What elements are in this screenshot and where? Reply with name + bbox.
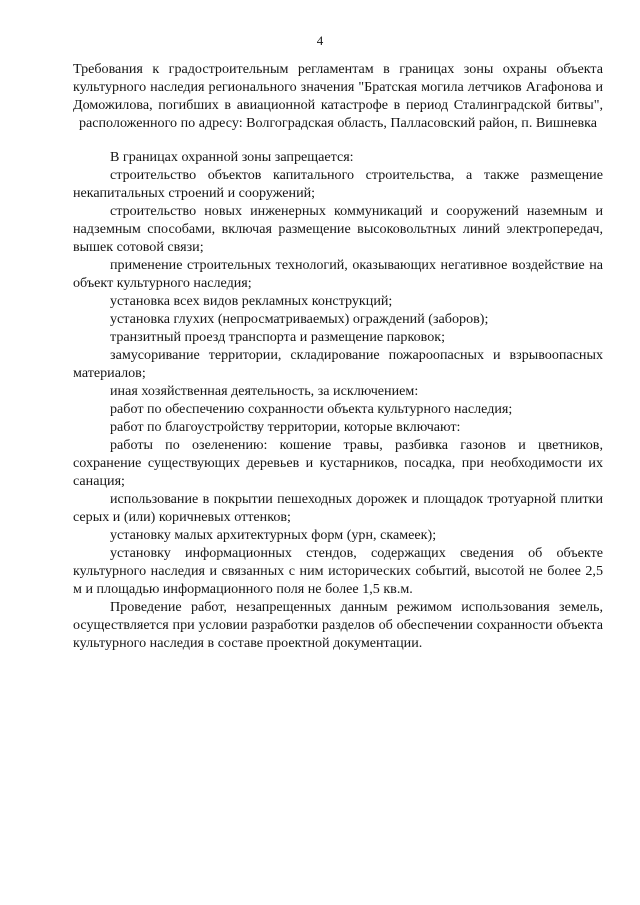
paragraph-item: установка всех видов рекламных конструкций;: [110, 293, 393, 309]
paragraph-item: установка глухих (непросматриваемых) ограждений (заборов);: [110, 311, 489, 327]
paragraph-item: работ по благоустройству территории, которые включают:: [110, 419, 461, 435]
paragraph-item: строительство новых инженерных коммуникаций и сооружений наземным и надземным способами, включая размещение высоковольтных линий электропередач, вышек сотовой связи;: [73, 203, 603, 255]
paragraph-item: использование в покрытии пешеходных дорожек и площадок тротуарной плитки серых и (или) коричневых оттенков;: [73, 491, 603, 525]
page-number: 4: [316, 33, 324, 48]
paragraph-item: работы по озеленению: кошение травы, разбивка газонов и цветников, сохранение существующих деревьев и кустарников, посадка, при необходимости их санация;: [73, 437, 603, 489]
paragraph-item: применение строительных технологий, оказывающих негативное воздействие на объект культурного наследия;: [73, 257, 603, 291]
paragraph-item: установку информационных стендов, содержащих сведения об объекте культурного наследия и связанных с ним исторических событий, высотой не более 2,5 м и площадью информационного поля не более 1,5 кв.м.: [73, 545, 603, 597]
document-heading: Требования к градостроительным регламентам в границах зоны охраны объекта культурного наследия регионального значения "Братская могила летчиков Агафонова и Доможилова, погибших в авиационной катастрофе в период Сталинградской битвы", расположенного по адресу: Волгоградская область, Палласовский район, п. Вишневка: [73, 61, 603, 131]
paragraph-item: работ по обеспечению сохранности объекта культурного наследия;: [110, 401, 513, 417]
paragraph-item: транзитный проезд транспорта и размещение парковок;: [110, 329, 446, 345]
paragraph-intro: В границах охранной зоны запрещается:: [110, 149, 354, 165]
paragraph-item: иная хозяйственная деятельность, за исключением:: [110, 383, 419, 399]
paragraph-item: замусоривание территории, складирование пожароопасных и взрывоопасных материалов;: [73, 347, 603, 381]
document-body: [73, 148, 603, 652]
document-content: [73, 60, 603, 652]
paragraph-item: строительство объектов капитального строительства, а также размещение некапитальных строений и сооружений;: [73, 167, 603, 201]
paragraph-conclusion: Проведение работ, незапрещенных данным режимом использования земель, осуществляется при условии разработки разделов об обеспечении сохранности объекта культурного наследия в составе проектной документации.: [73, 599, 603, 651]
paragraph-item: установку малых архитектурных форм (урн, скамеек);: [110, 527, 437, 543]
